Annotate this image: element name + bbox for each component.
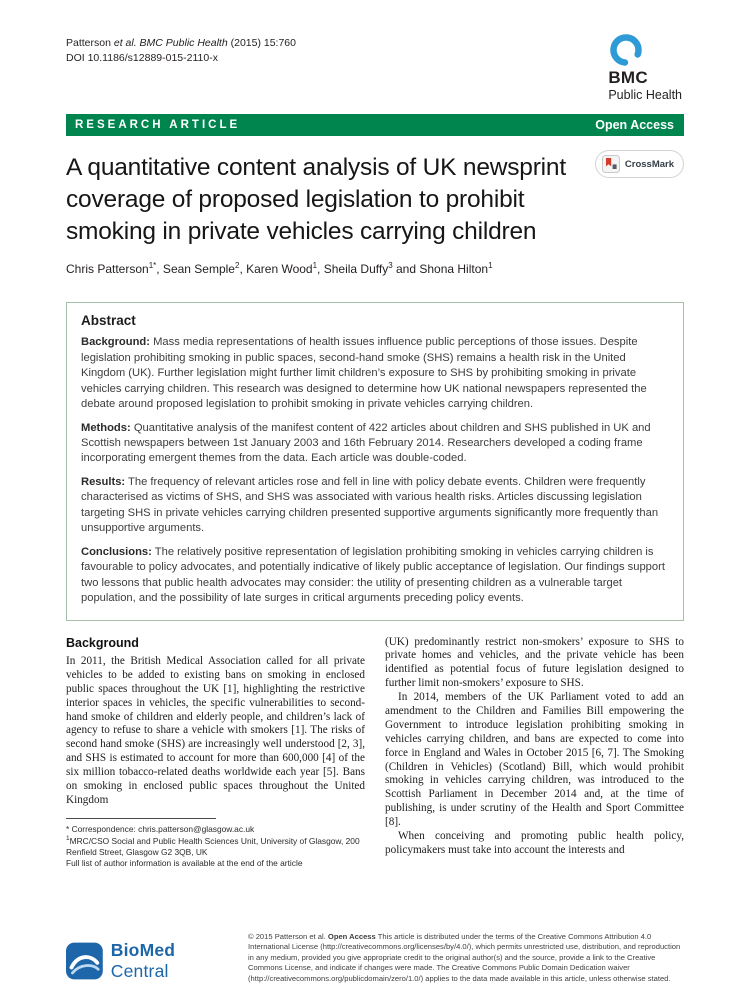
biomed-central-logo bbox=[66, 940, 234, 982]
copyright-open-access: Open Access bbox=[327, 931, 376, 941]
page-footer bbox=[66, 932, 684, 984]
author-name: Chris Patterson bbox=[66, 262, 149, 277]
abstract-heading: Abstract bbox=[81, 313, 136, 329]
biomed-wordmark-bold: BioMed bbox=[110, 939, 176, 960]
bmc-logo-journal-name: Public Health bbox=[608, 87, 682, 102]
correspondence-note: * Correspondence: chris.patterson@glasgow.ac.uk bbox=[66, 823, 255, 834]
abstract-results bbox=[81, 475, 669, 537]
affiliation-text: MRC/CSO Social and Public Health Sciences Unit, University of Glasgow, 200 Renfield Street, Glasgow G2 3QB, UK bbox=[66, 835, 360, 857]
footnote-rule bbox=[66, 818, 216, 819]
abstract-conclusions bbox=[81, 545, 669, 607]
copyright-lead: © 2015 Patterson et al. bbox=[248, 931, 328, 941]
abstract-conclusions-text: The relatively positive representation of legislation prohibiting smoking in vehicles carrying children is favourable to policy advocates, and potentially indicative of likely public acceptance of legislation. Our findings support two lessons that public health advocates may consider: the utility of presenting children as a vulnerable target population, and the possibility of late surges in critical arguments preceding policy events. bbox=[81, 545, 665, 605]
author-affiliation-sup: 2 bbox=[234, 261, 240, 271]
body-column-left bbox=[66, 636, 365, 869]
bmc-ring-icon bbox=[608, 32, 644, 68]
abstract-methods-text: Quantitative analysis of the manifest content of 422 articles about children and SHS published in UK and Scottish newspapers between 1st January 2003 and 16th February 2014. Researchers developed a coding frame incorporating emergent themes from the data. Each article was double-coded. bbox=[81, 421, 651, 465]
author-affiliation-sup: 1 bbox=[312, 261, 318, 271]
biomed-wordmark-regular: Central bbox=[110, 960, 169, 981]
author-info-note: Full list of author information is available at the end of the article bbox=[66, 857, 303, 868]
page-header bbox=[66, 36, 684, 110]
crossmark-icon bbox=[602, 155, 620, 173]
abstract-methods bbox=[81, 421, 669, 467]
open-access-label: Open Access bbox=[595, 118, 674, 132]
abstract-results-text: The frequency of relevant articles rose and fell in line with policy debate events. Children were frequently characterised as victims of SHS, and SHS was associated with various health risks. Articles discussing legislation targeting SHS in private vehicles carrying children presented supportive arguments significantly more frequently than unsupportive arguments. bbox=[81, 475, 659, 535]
abstract-section bbox=[66, 302, 684, 620]
bmc-logo-acronym: BMC bbox=[608, 68, 648, 87]
author-name: , Karen Wood bbox=[239, 262, 313, 277]
body-column-right bbox=[385, 636, 684, 869]
abstract-background-text: Mass media representations of health issues influence public perceptions of those issues. Despite legislation prohibiting smoking in public spaces, second-hand smoke (SHS) remains a health risk in the United Kingdom (UK). Further legislation might further limit children’s exposure to SHS by prohibiting smoking in private vehicles carrying children. This research was designed to determine how UK national newspapers represented the debate around proposed legislation to prohibit smoking in private vehicles carrying children. bbox=[81, 336, 647, 411]
abstract-conclusions-label: Conclusions: bbox=[81, 545, 152, 558]
author-name: , Sheila Duffy bbox=[317, 262, 389, 277]
article-title: A quantitative content analysis of UK newsprint coverage of proposed legislation to prohibit smoking in private vehicles carrying children bbox=[66, 154, 566, 246]
background-paragraph: In 2011, the British Medical Association called for all private vehicles to be added to existing bans on smoking in enclosed public spaces throughout the UK [1], highlighting the restrictive interior spaces in vehicles, the specific vulnerabilities to second-hand smoke of children and elderly people, and children’s lack of agency to refuse to share a vehicle with smokers [1]. The risks of second hand smoke (SHS) are increasingly well understood [2, 3], and SHS is estimated to account for more than 600,000 [4] of the six million tobacco-related deaths worldwide each year [5]. Bans on smoking in enclosed public spaces throughout the United Kingdom bbox=[66, 655, 365, 806]
authors-line bbox=[66, 261, 684, 276]
citation-issue: (2015) 15:760 bbox=[227, 37, 296, 49]
biomed-central-icon bbox=[66, 942, 103, 980]
author-affiliation-sup: 1 bbox=[488, 261, 493, 271]
author-affiliation-sup: 3 bbox=[388, 261, 393, 271]
author-affiliation-sup: 1* bbox=[148, 261, 157, 271]
bmc-journal-logo bbox=[608, 32, 682, 102]
abstract-background bbox=[81, 335, 669, 412]
body-columns bbox=[66, 636, 684, 869]
affiliation-sup: 1 bbox=[66, 834, 70, 842]
biomed-central-wordmark bbox=[111, 940, 234, 982]
background-heading: Background bbox=[66, 635, 139, 650]
abstract-results-label: Results: bbox=[81, 475, 126, 488]
abstract-methods-label: Methods: bbox=[81, 421, 131, 434]
article-type-label: RESEARCH ARTICLE bbox=[75, 119, 241, 131]
footnote-block bbox=[66, 818, 365, 869]
copyright-text bbox=[248, 932, 684, 984]
citation-author: Patterson bbox=[66, 37, 114, 49]
body-paragraph: When conceiving and promoting public health policy, policymakers must take into account the interests and bbox=[385, 830, 684, 856]
title-row bbox=[66, 152, 684, 248]
citation-block bbox=[66, 36, 684, 65]
crossmark-label: CrossMark bbox=[624, 158, 674, 170]
crossmark-badge[interactable] bbox=[595, 150, 684, 178]
copyright-body: This article is distributed under the terms of the Creative Commons Attribution 4.0 International License (http://creativecommons.org/licenses/by/4.0/), which permits unrestricted use, distribution, and reproduction in any medium, provided you give appropriate credit to the original author(s) and the source, provide a link to the Creative Commons License, and indicate if changes were made. The Creative Commons Public Domain Dedication waiver (http://creativecommons.org/publicdomain/zero/1.0/) applies to the data made available in this article, unless otherwise stated. bbox=[248, 931, 681, 983]
doi: DOI 10.1186/s12889-015-2110-x bbox=[66, 51, 218, 64]
body-paragraph: In 2014, members of the UK Parliament voted to add an amendment to the Children and Families Bill empowering the Government to introduce legislation prohibiting smoking in vehicles carrying children, and bans are expected to come into force in England and Wales in October 2015 [6, 7]. The Smoking (Children in Vehicles) (Scotland) Bill, which would prohibit smoking in vehicles carrying children, was introduced to the Scottish Parliament in December 2014 and, at the time of publishing, is under scrutiny of the Health and Sport Committee [8]. bbox=[385, 691, 684, 829]
article-type-banner bbox=[66, 114, 684, 136]
abstract-background-label: Background: bbox=[81, 336, 150, 349]
author-name: and Shona Hilton bbox=[392, 262, 489, 277]
author-name: , Sean Semple bbox=[156, 262, 235, 277]
citation-line bbox=[66, 36, 684, 51]
body-paragraph: (UK) predominantly restrict non-smokers’ exposure to SHS to private homes and vehicles, and the private vehicle has been identified as potential focus of future legislation designed to further limit non-smokers’ exposure to SHS. bbox=[385, 635, 684, 690]
affiliation-note bbox=[66, 835, 365, 858]
citation-journal: et al. BMC Public Health bbox=[113, 37, 228, 49]
